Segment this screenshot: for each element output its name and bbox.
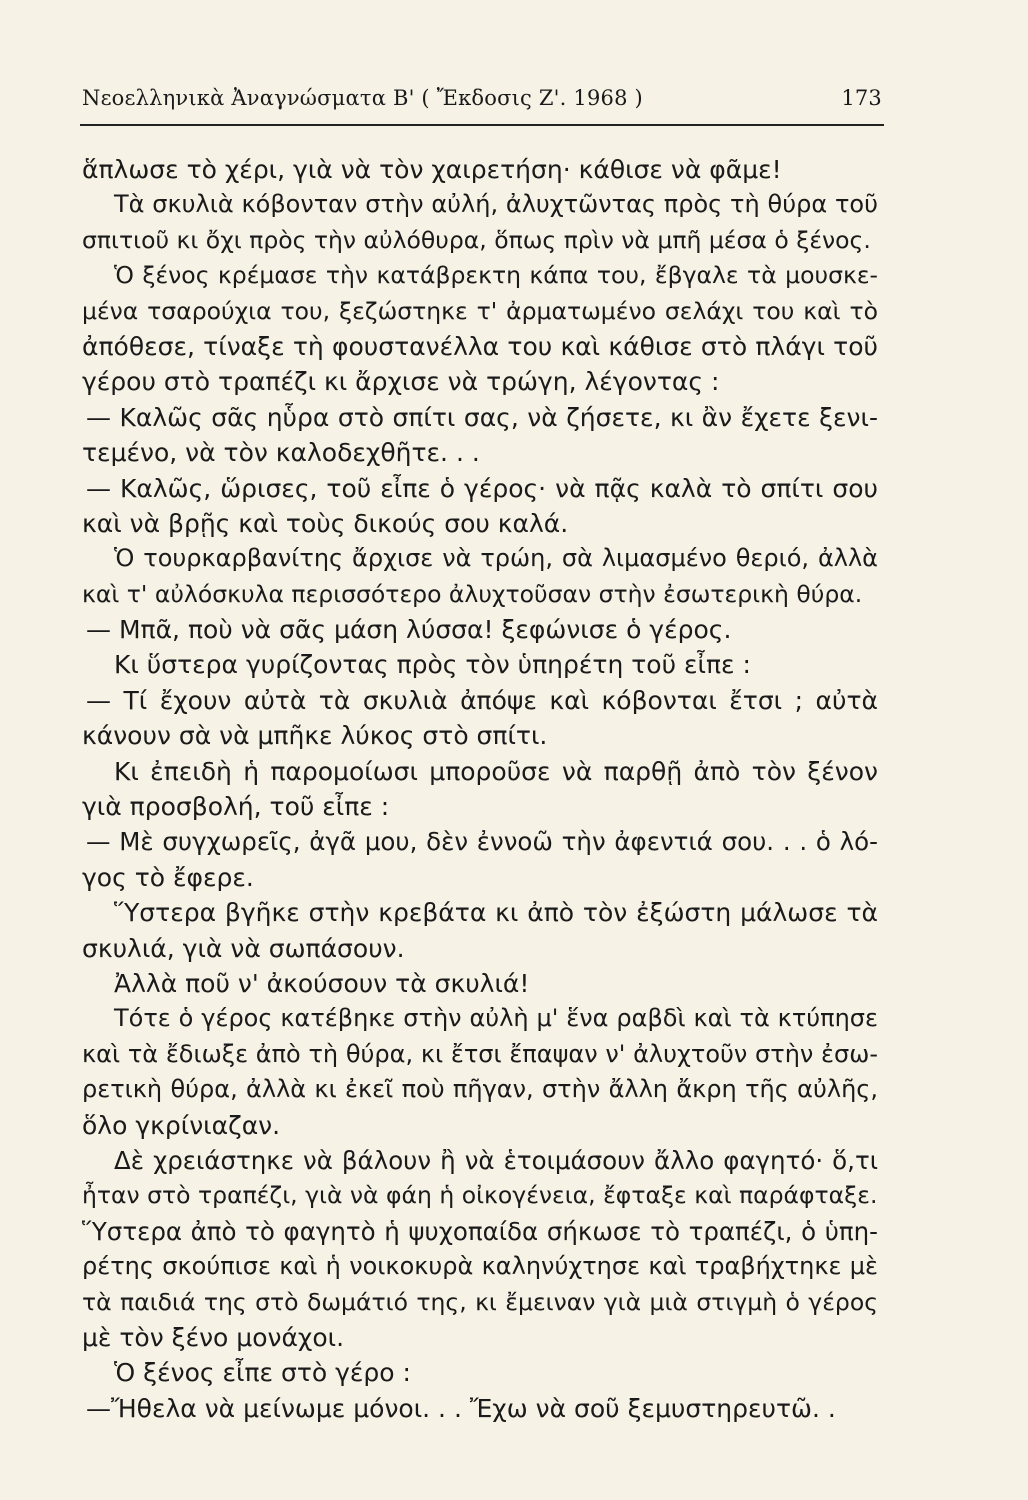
text-line: ρέτης σκούπισε καὶ ἡ νοικοκυρὰ καληνύχτησε καὶ τραβήχτηκε μὲ — [82, 1252, 878, 1281]
text-line: Ὁ τουρκαρβανίτης ἄρχισε νὰ τρώη, σὰ λιμασμένο θεριό, ἀλλὰ — [114, 544, 878, 573]
text-line: Ὁ ξένος κρέμασε τὴν κατάβρεκτη κάπα του, ἔβγαλε τὰ μουσκε- — [114, 261, 878, 290]
text-line: Ὁ ξένος εἶπε στὸ γέρο : — [114, 1358, 411, 1388]
text-line: γος τὸ ἔφερε. — [82, 862, 254, 892]
page-number: 173 — [841, 86, 882, 110]
text-line: γέρου στὸ τραπέζι κι ἄρχισε νὰ τρώγη, λέγοντας : — [82, 367, 720, 397]
text-line: ἀπόθεσε, τίναξε τὴ φουστανέλλα του καὶ κάθισε στὸ πλάγι τοῦ — [82, 331, 878, 361]
text-line: γιὰ προσβολή, τοῦ εἶπε : — [82, 792, 390, 822]
text-line: σπιτιοῦ κι ὄχι πρὸς τὴν αὐλόθυρα, ὅπως πρὶν νὰ μπῆ μέσα ὁ ξένος. — [82, 225, 871, 254]
text-line: τεμένο, νὰ τὸν καλοδεχθῆτε. . . — [82, 438, 480, 468]
text-line: Κι ἐπειδὴ ἡ παρομοίωσι μποροῦσε νὰ παρθῇ ἀπὸ τὸν ξένον — [114, 756, 878, 786]
text-line: Τὰ σκυλιὰ κόβονταν στὴν αὐλή, ἀλυχτῶντας πρὸς τὴ θύρα τοῦ — [114, 190, 878, 219]
text-line: — Μπᾶ, ποὺ νὰ σᾶς μάση λύσσα! ξεφώνισε ὁ γέρος. — [86, 615, 732, 645]
text-line: — Μὲ συγχωρεῖς, ἀγᾶ μου, δὲν ἐννοῶ τὴν ἀφεντιά σου. . . ὁ λό- — [86, 827, 878, 857]
text-line: ὅλο γκρίνιαζαν. — [82, 1110, 281, 1140]
text-line: Ἀλλὰ ποῦ ν' ἀκούσουν τὰ σκυλιά! — [114, 968, 530, 998]
running-head — [82, 86, 882, 116]
text-line: ἅπλωσε τὸ χέρι, γιὰ νὰ τὸν χαιρετήση· κάθισε νὰ φᾶμε! — [82, 155, 782, 184]
text-line: Κι ὕστερα γυρίζοντας πρὸς τὸν ὑπηρέτη τοῦ εἶπε : — [114, 650, 751, 680]
text-line: — Καλῶς, ὥρισες, τοῦ εἶπε ὁ γέρος· νὰ πᾷς καλὰ τὸ σπίτι σου — [86, 473, 878, 503]
text-line: τὰ παιδιά της στὸ δωμάτιό της, κι ἔμειναν γιὰ μιὰ στιγμὴ ὁ γέρος — [82, 1287, 878, 1316]
text-line: —Ἤθελα νὰ μείνωμε μόνοι. . . Ἔχω νὰ σοῦ ξεμυστηρευτῶ. . — [86, 1393, 836, 1423]
text-line: ἦταν στὸ τραπέζι, γιὰ νὰ φάη ἡ οἰκογένεια, ἔφταξε καὶ παράφταξε. — [82, 1181, 878, 1210]
text-line: μὲ τὸν ξένο μονάχοι. — [82, 1322, 345, 1352]
text-line: μένα τσαρούχια του, ξεζώστηκε τ' ἀρματωμένο σελάχι του καὶ τὸ — [82, 296, 878, 325]
text-line: Δὲ χρειάστηκε νὰ βάλουν ἢ νὰ ἑτοιμάσουν ἄλλο φαγητό· ὅ,τι — [114, 1145, 878, 1175]
header-rule — [80, 124, 884, 126]
text-line: καὶ τὰ ἔδιωξε ἀπὸ τὴ θύρα, κι ἔτσι ἔπαψαν ν' ἀλυχτοῦν στὴν ἐσω- — [82, 1039, 878, 1068]
text-line: Τότε ὁ γέρος κατέβηκε στὴν αὐλὴ μ' ἕνα ραβδὶ καὶ τὰ κτύπησε — [114, 1004, 878, 1033]
text-line: καὶ νὰ βρῇς καὶ τοὺς δικούς σου καλά. — [82, 508, 569, 538]
text-line: σκυλιά, γιὰ νὰ σωπάσουν. — [82, 933, 405, 963]
text-line: — Τί ἔχουν αὐτὰ τὰ σκυλιὰ ἀπόψε καὶ κόβονται ἔτσι ; αὐτὰ — [86, 685, 878, 715]
text-line: καὶ τ' αὐλόσκυλα περισσότερο ἀλυχτοῦσαν στὴν ἐσωτερικὴ θύρα. — [82, 579, 863, 608]
text-line: ρετικὴ θύρα, ἀλλὰ κι ἐκεῖ ποὺ πῆγαν, στὴν ἄλλη ἄκρη τῆς αὐλῆς, — [82, 1075, 878, 1104]
text-line: — Καλῶς σᾶς ηὗρα στὸ σπίτι σας, νὰ ζήσετε, κι ἂν ἔχετε ξενι- — [86, 402, 878, 432]
body-text — [82, 152, 878, 1426]
text-line: Ὕστερα ἀπὸ τὸ φαγητὸ ἡ ψυχοπαίδα σήκωσε τὸ τραπέζι, ὁ ὑπη- — [82, 1216, 878, 1246]
book-title-header: Νεοελληνικὰ Ἀναγνώσματα Β' ( Ἔκδοσις Ζ'. 1968 ) — [82, 86, 643, 110]
text-line: Ὕστερα βγῆκε στὴν κρεβάτα κι ἀπὸ τὸν ἐξώστη μάλωσε τὰ — [114, 898, 878, 928]
text-line: κάνουν σὰ νὰ μπῆκε λύκος στὸ σπίτι. — [82, 721, 548, 751]
